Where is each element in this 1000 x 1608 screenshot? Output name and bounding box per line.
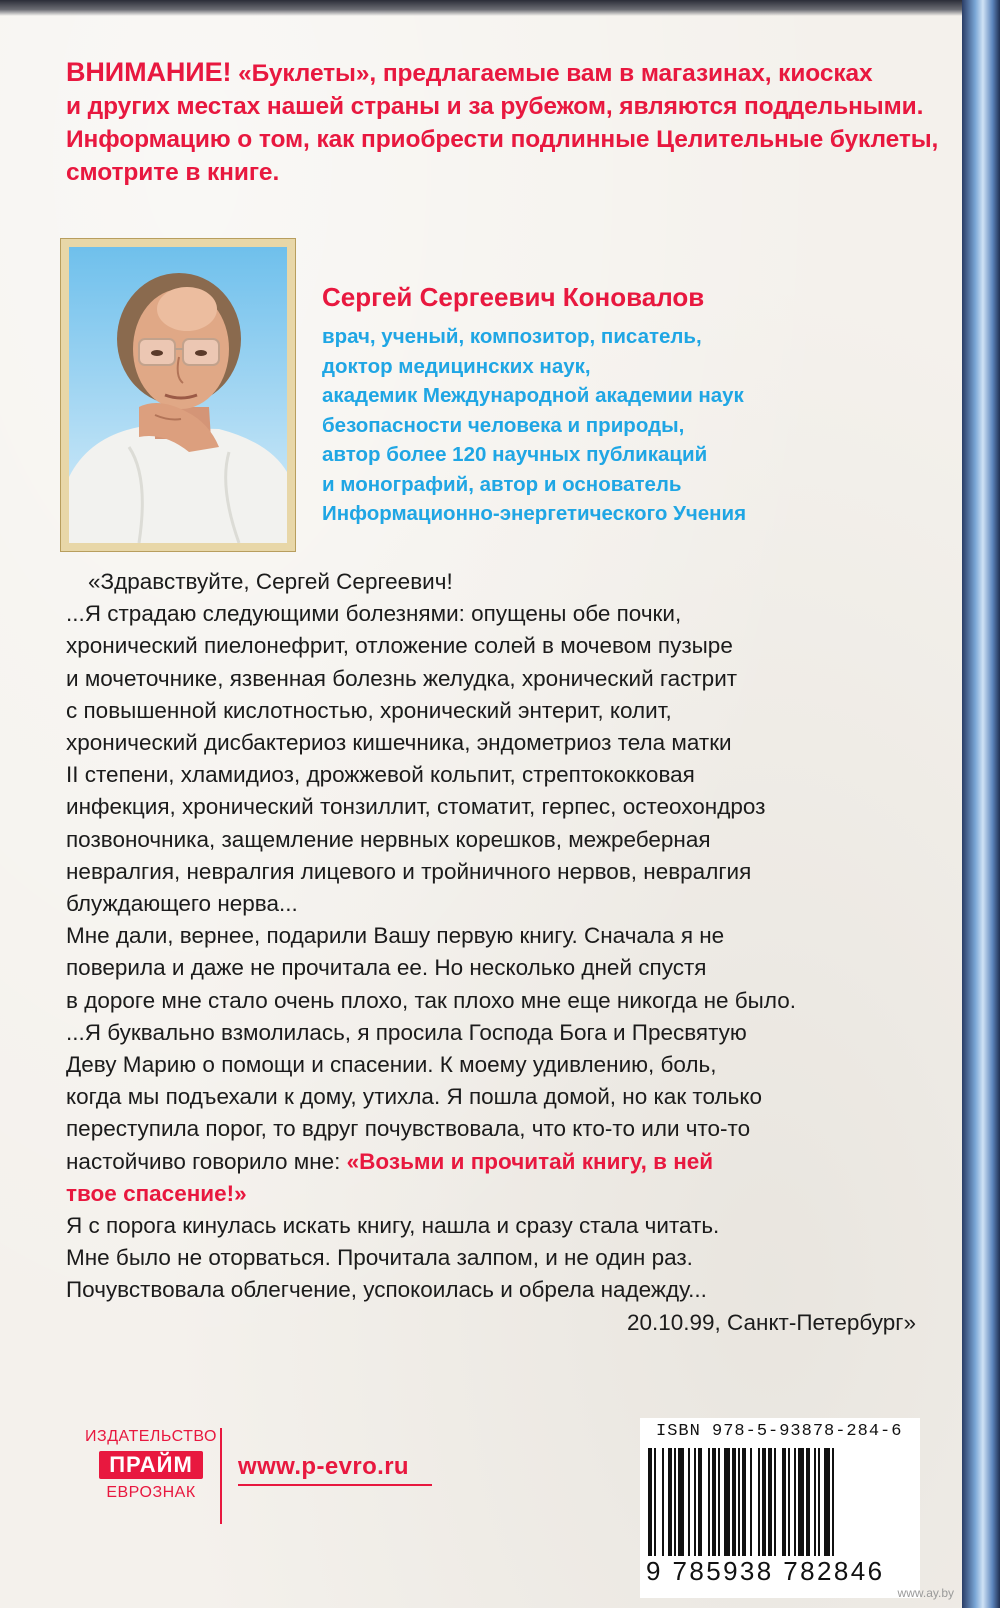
letter-said-prefix: настойчиво говорило мне: (66, 1148, 347, 1174)
author-name: Сергей Сергеевич Коновалов (322, 282, 705, 312)
publisher-divider (220, 1428, 222, 1524)
publisher-top-text: ИЗДАТЕЛЬСТВО (85, 1428, 217, 1445)
author-desc-line: врач, ученый, композитор, писатель, (322, 325, 702, 348)
author-photo (69, 247, 287, 543)
barcode-bar (824, 1448, 830, 1556)
barcode-bar (678, 1448, 684, 1556)
barcode-bar (794, 1448, 796, 1556)
letter-line: II степени, хламидиоз, дрожжевой кольпит, стрептококковая (66, 762, 695, 788)
warning-line-1 (66, 56, 936, 90)
watermark: www.ay.by (897, 1586, 954, 1600)
barcode-bar (648, 1448, 652, 1556)
letter-line: Деву Марию о помощи и спасении. К моему удивлению, боль, (66, 1052, 717, 1078)
barcode-bar (806, 1448, 810, 1556)
warning-notice (66, 56, 939, 189)
author-desc-line: и монографий, автор и основатель (322, 472, 682, 496)
warning-line-1-text: «Буклеты», предлагаемые вам в магазинах, киосках (231, 60, 873, 87)
website-underline (238, 1484, 432, 1486)
barcode-bar (774, 1448, 776, 1556)
letter-line: инфекция, хронический тонзиллит, стоматит, герпес, остеохондроз (66, 794, 766, 820)
barcode-bar (662, 1448, 664, 1556)
letter-line: когда мы подъехали к дому, утихла. Я пошла домой, но как только (66, 1084, 762, 1110)
warning-line-2: и других местах нашей страны и за рубежом, являются поддельными. (66, 93, 924, 120)
barcode-bar (814, 1448, 816, 1556)
letter-line: невралгия, невралгия лицевого и тройничного нервов, невралгия (66, 858, 752, 884)
barcode-bar (758, 1448, 760, 1556)
letter-line: ...Я буквально взмолилась, я просила Господа Бога и Пресвятую (66, 1019, 747, 1045)
book-spine-edge (962, 0, 1000, 1608)
barcode-bar (750, 1448, 752, 1556)
barcode-bar (718, 1448, 720, 1556)
barcode-bar (698, 1448, 702, 1556)
barcode-bar (788, 1448, 790, 1556)
reader-letter (66, 566, 916, 1339)
author-desc-line: автор более 120 научных публикаций (322, 443, 708, 466)
letter-greeting: «Здравствуйте, Сергей Сергеевич! (88, 569, 453, 594)
barcode-bar (708, 1448, 710, 1556)
barcode-bar (694, 1448, 696, 1556)
author-desc-line: Информационно-энергетического Учения (322, 502, 747, 525)
letter-line: Мне дали, вернее, подарили Вашу первую книгу. Сначала я не (66, 923, 725, 949)
cover-top-edge (0, 0, 962, 16)
publisher-badge: ПРАЙМ (99, 1451, 203, 1479)
barcode-bar (742, 1448, 746, 1556)
barcode-bars-icon (648, 1448, 912, 1556)
barcode-bar (738, 1448, 740, 1556)
barcode-bar (688, 1448, 690, 1556)
isbn-barcode (640, 1418, 920, 1598)
letter-quote-line (66, 1146, 916, 1178)
isbn-text: ISBN 978-5-93878-284-6 (656, 1422, 903, 1441)
letter-quote-part-2: твое спасение!» (66, 1180, 247, 1206)
author-photo-frame (60, 238, 296, 552)
warning-lead: ВНИМАНИЕ! (66, 57, 232, 87)
barcode-bar (668, 1448, 672, 1556)
barcode-digits: 9 785938 782846 (646, 1556, 885, 1586)
barcode-bar (768, 1448, 772, 1556)
author-desc-line: доктор медицинских наук, (322, 354, 591, 378)
letter-line: Мне было не оторваться. Прочитала залпом, и не один раз. (66, 1245, 693, 1271)
publisher-logo (76, 1426, 226, 1504)
publisher-bottom-text: ЕВРОЗНАК (106, 1484, 196, 1501)
barcode-bar (818, 1448, 820, 1556)
barcode-bar (712, 1448, 716, 1556)
letter-line: переступила порог, то вдруг почувствовала, что кто-то или что-то (66, 1116, 751, 1142)
letter-quote-part-1: «Возьми и прочитай книгу, в ней (346, 1148, 714, 1174)
barcode-bar (832, 1448, 834, 1556)
barcode-bar (798, 1448, 804, 1556)
barcode-bar (674, 1448, 676, 1556)
author-portrait-illustration (69, 247, 287, 543)
letter-line: поверила и даже не прочитала ее. Но несколько дней спустя (66, 955, 707, 981)
warning-line-4: смотрите в книге. (66, 159, 280, 186)
author-desc-line: безопасности человека и природы, (322, 413, 685, 437)
letter-line: Почувствовала облегчение, успокоилась и обрела надежду... (66, 1277, 707, 1303)
author-description (322, 322, 942, 529)
letter-line: хронический дисбактериоз кишечника, эндометриоз тела матки (66, 730, 732, 756)
letter-line: с повышенной кислотностью, хронический энтерит, колит, (66, 697, 672, 723)
letter-line: хронический пиелонефрит, отложение солей в мочевом пузыре (66, 633, 733, 659)
publisher-website[interactable] (238, 1453, 409, 1481)
barcode-bar (782, 1448, 786, 1556)
letter-line: Я с порога кинулась искать книгу, нашла и сразу стала читать. (66, 1213, 720, 1239)
barcode-bar (762, 1448, 766, 1556)
letter-line: в дороге мне стало очень плохо, так плохо мне еще никогда не было. (66, 987, 796, 1013)
letter-line: и мочеточнике, язвенная болезнь желудка, хронический гастрит (66, 665, 738, 691)
letter-line: ...Я страдаю следующими болезнями: опущены обе почки, (66, 601, 682, 627)
author-desc-line: академик Международной академии наук (322, 384, 744, 407)
letter-line: блуждающего нерва... (66, 891, 298, 917)
barcode-bar (654, 1448, 656, 1556)
letter-line: позвоночника, защемление нервных корешков, межреберная (66, 826, 711, 852)
barcode-bar (724, 1448, 730, 1556)
letter-date-place: 20.10.99, Санкт-Петербург» (626, 1309, 916, 1335)
publisher-website-text: www.p-evro.ru (238, 1453, 409, 1480)
barcode-bar (732, 1448, 736, 1556)
author-info (322, 280, 942, 529)
warning-line-3: Информацию о том, как приобрести подлинные Целительные буклеты, (66, 126, 939, 153)
